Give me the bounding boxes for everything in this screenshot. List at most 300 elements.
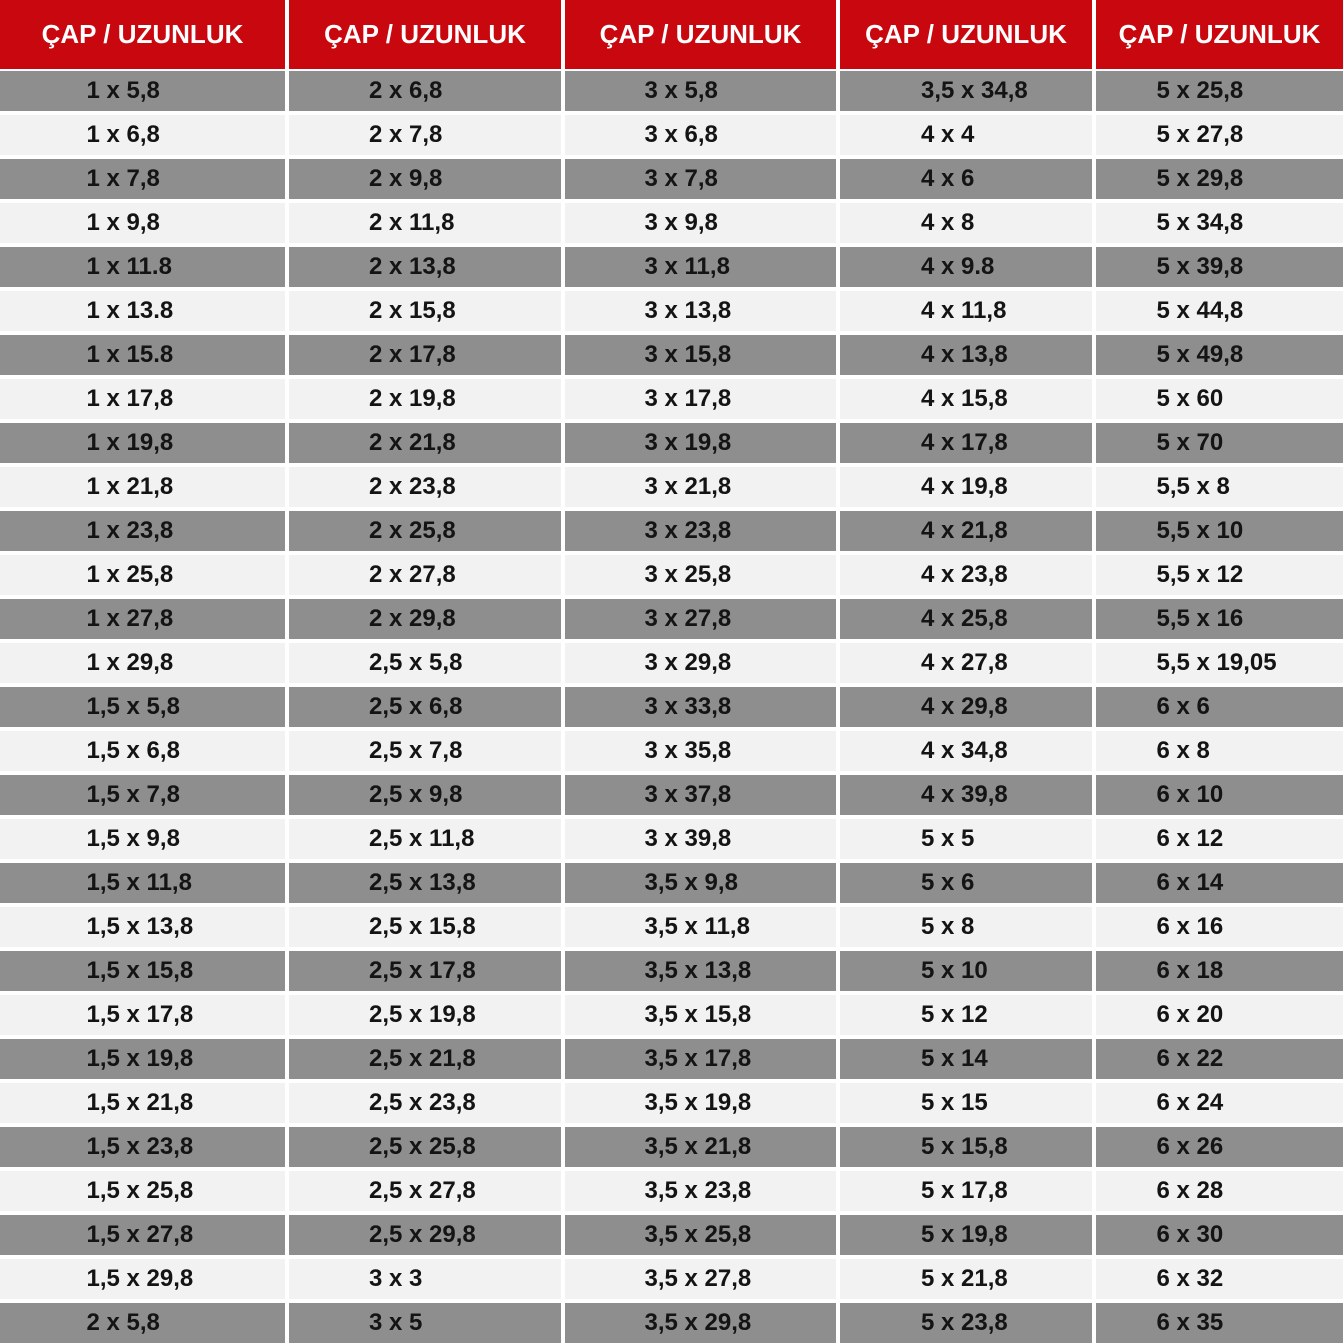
- size-cell: [840, 1259, 1096, 1303]
- size-cell: [289, 291, 565, 335]
- size-value: 2,5 x 21,8: [369, 1045, 476, 1072]
- size-value: 5 x 5: [921, 825, 975, 852]
- size-value: 4 x 8: [921, 209, 975, 236]
- size-cell: [840, 555, 1096, 599]
- size-value: 1,5 x 9,8: [86, 825, 180, 852]
- table-row: [0, 995, 1343, 1039]
- table-row: [0, 423, 1343, 467]
- size-value: 3,5 x 15,8: [644, 1001, 752, 1028]
- size-cell: [1096, 1259, 1343, 1303]
- size-cell: [0, 511, 289, 555]
- size-value: 3 x 3: [369, 1265, 423, 1292]
- size-value: 1,5 x 7,8: [86, 781, 180, 808]
- size-value: 3,5 x 34,8: [921, 77, 1028, 104]
- table-row: [0, 819, 1343, 863]
- table-row: [0, 203, 1343, 247]
- size-cell: [1096, 203, 1343, 247]
- table-row: [0, 907, 1343, 951]
- size-value: 3 x 13,8: [644, 297, 732, 324]
- table-body: [0, 71, 1343, 1343]
- size-cell: [289, 71, 565, 115]
- size-cell: [289, 1083, 565, 1127]
- column-header: ÇAP / UZUNLUK: [565, 0, 840, 71]
- size-cell: [565, 775, 840, 819]
- size-value: 3,5 x 29,8: [644, 1309, 752, 1336]
- size-cell: [0, 115, 289, 159]
- size-value: 2,5 x 5,8: [369, 649, 463, 676]
- size-cell: [289, 775, 565, 819]
- table-row: [0, 775, 1343, 819]
- size-cell: [0, 731, 289, 775]
- size-value: 6 x 18: [1156, 957, 1224, 984]
- table-row: [0, 1039, 1343, 1083]
- size-value: 1,5 x 6,8: [86, 737, 180, 764]
- size-cell: [840, 291, 1096, 335]
- size-value: 5 x 49,8: [1156, 341, 1244, 368]
- size-value: 6 x 6: [1156, 693, 1210, 720]
- size-value: 5 x 23,8: [921, 1309, 1008, 1336]
- size-cell: [840, 951, 1096, 995]
- size-cell: [1096, 1303, 1343, 1343]
- size-cell: [0, 159, 289, 203]
- size-cell: [565, 1083, 840, 1127]
- size-value: 5,5 x 10: [1156, 517, 1244, 544]
- size-value: 2 x 23,8: [369, 473, 456, 500]
- size-value: 1 x 27,8: [86, 605, 174, 632]
- size-cell: [1096, 775, 1343, 819]
- size-cell: [840, 423, 1096, 467]
- size-value: 1,5 x 15,8: [86, 957, 194, 984]
- size-value: 6 x 24: [1156, 1089, 1224, 1116]
- size-cell: [289, 819, 565, 863]
- size-cell: [565, 511, 840, 555]
- size-value: 6 x 22: [1156, 1045, 1224, 1072]
- size-value: 1 x 6,8: [86, 121, 160, 148]
- size-cell: [1096, 687, 1343, 731]
- size-value: 2 x 7,8: [369, 121, 443, 148]
- size-cell: [840, 1083, 1096, 1127]
- size-cell: [840, 599, 1096, 643]
- size-value: 1 x 25,8: [86, 561, 174, 588]
- size-value: 2 x 25,8: [369, 517, 456, 544]
- size-cell: [0, 1171, 289, 1215]
- size-value: 1,5 x 21,8: [86, 1089, 194, 1116]
- column-header: ÇAP / UZUNLUK: [289, 0, 565, 71]
- size-value: 4 x 11,8: [921, 297, 1007, 324]
- size-cell: [565, 1039, 840, 1083]
- size-value: 2,5 x 11,8: [369, 825, 475, 852]
- table-row: [0, 159, 1343, 203]
- size-value: 4 x 27,8: [921, 649, 1008, 676]
- size-cell: [0, 1127, 289, 1171]
- size-value: 3,5 x 27,8: [644, 1265, 752, 1292]
- size-value: 4 x 6: [921, 165, 975, 192]
- size-cell: [0, 467, 289, 511]
- size-cell: [565, 951, 840, 995]
- size-value: 3 x 5,8: [644, 77, 718, 104]
- size-value: 2,5 x 29,8: [369, 1221, 476, 1248]
- size-value: 6 x 12: [1156, 825, 1224, 852]
- size-value: 6 x 10: [1156, 781, 1224, 808]
- size-value: 5,5 x 8: [1156, 473, 1230, 500]
- size-value: 1 x 7,8: [86, 165, 160, 192]
- size-cell: [0, 203, 289, 247]
- size-cell: [840, 1215, 1096, 1259]
- size-cell: [565, 599, 840, 643]
- size-cell: [1096, 159, 1343, 203]
- size-value: 1 x 19,8: [86, 429, 174, 456]
- size-cell: [840, 203, 1096, 247]
- size-value: 1 x 9,8: [86, 209, 160, 236]
- size-cell: [289, 1259, 565, 1303]
- size-value: 1 x 29,8: [86, 649, 174, 676]
- size-value: 3,5 x 11,8: [644, 913, 750, 940]
- size-cell: [565, 819, 840, 863]
- size-cell: [840, 775, 1096, 819]
- size-cell: [0, 1039, 289, 1083]
- size-value: 2,5 x 15,8: [369, 913, 476, 940]
- size-value: 3 x 7,8: [644, 165, 718, 192]
- size-cell: [565, 335, 840, 379]
- size-cell: [1096, 423, 1343, 467]
- size-value: 2 x 17,8: [369, 341, 456, 368]
- table-row: [0, 71, 1343, 115]
- size-value: 3 x 6,8: [644, 121, 718, 148]
- size-cell: [1096, 115, 1343, 159]
- size-value: 3,5 x 21,8: [644, 1133, 752, 1160]
- size-cell: [565, 247, 840, 291]
- size-value: 1,5 x 29,8: [86, 1265, 194, 1292]
- size-value: 5 x 25,8: [1156, 77, 1244, 104]
- size-cell: [289, 599, 565, 643]
- table-row: [0, 731, 1343, 775]
- size-value: 2 x 15,8: [369, 297, 456, 324]
- size-value: 2 x 19,8: [369, 385, 456, 412]
- size-cell: [1096, 1171, 1343, 1215]
- size-cell: [565, 1171, 840, 1215]
- size-cell: [289, 1215, 565, 1259]
- size-value: 4 x 17,8: [921, 429, 1008, 456]
- size-value: 3,5 x 17,8: [644, 1045, 752, 1072]
- size-value: 5 x 70: [1156, 429, 1224, 456]
- table-row: [0, 1171, 1343, 1215]
- size-value: 5 x 34,8: [1156, 209, 1244, 236]
- size-value: 1,5 x 11,8: [86, 869, 192, 896]
- size-value: 1,5 x 27,8: [86, 1221, 194, 1248]
- size-cell: [0, 1303, 289, 1343]
- size-cell: [289, 159, 565, 203]
- size-value: 1 x 15.8: [86, 341, 174, 368]
- size-value: 3,5 x 23,8: [644, 1177, 752, 1204]
- size-value: 3 x 35,8: [644, 737, 732, 764]
- size-cell: [289, 379, 565, 423]
- size-cell: [1096, 819, 1343, 863]
- size-cell: [289, 951, 565, 995]
- size-cell: [1096, 863, 1343, 907]
- size-value: 6 x 30: [1156, 1221, 1224, 1248]
- size-value: 5 x 10: [921, 957, 988, 984]
- size-value: 3 x 11,8: [644, 253, 730, 280]
- size-value: 5 x 21,8: [921, 1265, 1008, 1292]
- size-value: 2,5 x 7,8: [369, 737, 463, 764]
- size-cell: [289, 1127, 565, 1171]
- size-cell: [1096, 71, 1343, 115]
- size-value: 1,5 x 17,8: [86, 1001, 194, 1028]
- table-row: [0, 643, 1343, 687]
- table-row: [0, 511, 1343, 555]
- size-cell: [0, 863, 289, 907]
- size-value: 5 x 39,8: [1156, 253, 1244, 280]
- table-row: [0, 687, 1343, 731]
- size-value: 2 x 11,8: [369, 209, 455, 236]
- size-value: 1,5 x 25,8: [86, 1177, 194, 1204]
- size-cell: [840, 467, 1096, 511]
- size-value: 6 x 26: [1156, 1133, 1224, 1160]
- size-cell: [289, 863, 565, 907]
- size-value: 4 x 15,8: [921, 385, 1008, 412]
- table-row: [0, 379, 1343, 423]
- size-value: 3 x 21,8: [644, 473, 732, 500]
- size-cell: [840, 247, 1096, 291]
- size-value: 4 x 39,8: [921, 781, 1008, 808]
- size-value: 6 x 20: [1156, 1001, 1224, 1028]
- size-cell: [0, 819, 289, 863]
- size-cell: [840, 687, 1096, 731]
- size-cell: [840, 863, 1096, 907]
- size-cell: [565, 159, 840, 203]
- size-value: 2,5 x 9,8: [369, 781, 463, 808]
- size-value: 5 x 15: [921, 1089, 988, 1116]
- table-row: [0, 335, 1343, 379]
- table-row: [0, 1083, 1343, 1127]
- size-cell: [1096, 995, 1343, 1039]
- size-cell: [840, 907, 1096, 951]
- size-value: 3,5 x 9,8: [644, 869, 738, 896]
- size-value: 6 x 35: [1156, 1309, 1224, 1336]
- size-value: 5 x 60: [1156, 385, 1224, 412]
- size-cell: [840, 115, 1096, 159]
- size-cell: [840, 1171, 1096, 1215]
- size-cell: [289, 335, 565, 379]
- size-cell: [289, 1303, 565, 1343]
- size-value: 5 x 44,8: [1156, 297, 1244, 324]
- size-cell: [840, 731, 1096, 775]
- size-cell: [289, 643, 565, 687]
- size-cell: [840, 819, 1096, 863]
- size-value: 3 x 33,8: [644, 693, 732, 720]
- size-cell: [565, 863, 840, 907]
- size-value: 4 x 21,8: [921, 517, 1008, 544]
- size-cell: [289, 511, 565, 555]
- size-value: 1,5 x 5,8: [86, 693, 180, 720]
- size-value: 3 x 19,8: [644, 429, 732, 456]
- size-cell: [565, 203, 840, 247]
- table-row: [0, 555, 1343, 599]
- size-value: 5 x 19,8: [921, 1221, 1008, 1248]
- size-cell: [1096, 1083, 1343, 1127]
- size-cell: [0, 71, 289, 115]
- size-cell: [289, 1171, 565, 1215]
- size-value: 3 x 37,8: [644, 781, 732, 808]
- size-cell: [0, 423, 289, 467]
- column-header: ÇAP / UZUNLUK: [840, 0, 1096, 71]
- size-cell: [0, 643, 289, 687]
- size-cell: [840, 511, 1096, 555]
- size-cell: [840, 1039, 1096, 1083]
- size-cell: [1096, 1215, 1343, 1259]
- size-value: 5,5 x 19,05: [1156, 649, 1277, 676]
- size-value: 1 x 21,8: [86, 473, 174, 500]
- size-value: 2 x 27,8: [369, 561, 456, 588]
- size-cell: [0, 1215, 289, 1259]
- size-cell: [1096, 511, 1343, 555]
- size-cell: [1096, 599, 1343, 643]
- size-cell: [565, 467, 840, 511]
- size-cell: [0, 247, 289, 291]
- size-cell: [840, 643, 1096, 687]
- size-cell: [1096, 731, 1343, 775]
- size-cell: [840, 995, 1096, 1039]
- size-value: 3 x 29,8: [644, 649, 732, 676]
- size-cell: [565, 555, 840, 599]
- size-value: 5 x 6: [921, 869, 975, 896]
- size-value: 3,5 x 25,8: [644, 1221, 752, 1248]
- size-value: 2 x 29,8: [369, 605, 456, 632]
- table-row: [0, 1303, 1343, 1343]
- size-cell: [840, 1303, 1096, 1343]
- size-cell: [289, 1039, 565, 1083]
- table-row: [0, 467, 1343, 511]
- size-cell: [840, 335, 1096, 379]
- size-cell: [840, 1127, 1096, 1171]
- table-row: [0, 951, 1343, 995]
- size-value: 2 x 21,8: [369, 429, 456, 456]
- size-cell: [565, 115, 840, 159]
- size-value: 1 x 5,8: [86, 77, 160, 104]
- size-cell: [0, 907, 289, 951]
- size-value: 1,5 x 23,8: [86, 1133, 194, 1160]
- table-row: [0, 247, 1343, 291]
- size-value: 1 x 23,8: [86, 517, 174, 544]
- size-cell: [1096, 335, 1343, 379]
- size-value: 2 x 9,8: [369, 165, 443, 192]
- size-value: 6 x 14: [1156, 869, 1224, 896]
- size-value: 5 x 14: [921, 1045, 988, 1072]
- table-row: [0, 1127, 1343, 1171]
- size-cell: [1096, 643, 1343, 687]
- size-cell: [565, 379, 840, 423]
- size-cell: [1096, 1127, 1343, 1171]
- size-value: 4 x 13,8: [921, 341, 1008, 368]
- size-cell: [0, 775, 289, 819]
- size-cell: [565, 71, 840, 115]
- size-cell: [565, 731, 840, 775]
- table-row: [0, 291, 1343, 335]
- size-cell: [289, 203, 565, 247]
- size-value: 1,5 x 19,8: [86, 1045, 194, 1072]
- table-row: [0, 599, 1343, 643]
- size-cell: [289, 687, 565, 731]
- size-cell: [1096, 1039, 1343, 1083]
- size-cell: [840, 71, 1096, 115]
- size-value: 1 x 11.8: [86, 253, 172, 280]
- table-row: [0, 115, 1343, 159]
- size-value: 5,5 x 12: [1156, 561, 1244, 588]
- size-value: 4 x 9.8: [921, 253, 995, 280]
- size-value: 2 x 13,8: [369, 253, 456, 280]
- size-cell: [289, 247, 565, 291]
- column-header: ÇAP / UZUNLUK: [0, 0, 289, 71]
- size-cell: [289, 555, 565, 599]
- size-cell: [0, 951, 289, 995]
- size-value: 4 x 25,8: [921, 605, 1008, 632]
- size-value: 3 x 23,8: [644, 517, 732, 544]
- size-cell: [0, 995, 289, 1039]
- size-value: 6 x 28: [1156, 1177, 1224, 1204]
- size-cell: [840, 379, 1096, 423]
- size-cell: [565, 995, 840, 1039]
- size-cell: [565, 687, 840, 731]
- table-row: [0, 1215, 1343, 1259]
- size-value: 1,5 x 13,8: [86, 913, 194, 940]
- size-cell: [289, 907, 565, 951]
- size-value: 3 x 39,8: [644, 825, 732, 852]
- size-cell: [565, 1303, 840, 1343]
- size-value: 2,5 x 23,8: [369, 1089, 476, 1116]
- size-value: 6 x 8: [1156, 737, 1210, 764]
- size-cell: [1096, 951, 1343, 995]
- size-cell: [565, 1215, 840, 1259]
- header-row: [0, 0, 1343, 71]
- size-cell: [289, 115, 565, 159]
- column-header: ÇAP / UZUNLUK: [1096, 0, 1343, 71]
- size-value: 1 x 13.8: [86, 297, 174, 324]
- size-value: 5 x 17,8: [921, 1177, 1008, 1204]
- size-cell: [289, 731, 565, 775]
- size-cell: [565, 291, 840, 335]
- size-value: 5 x 15,8: [921, 1133, 1008, 1160]
- table-row: [0, 863, 1343, 907]
- size-value: 4 x 4: [921, 121, 975, 148]
- size-cell: [840, 159, 1096, 203]
- size-value: 4 x 29,8: [921, 693, 1008, 720]
- size-cell: [1096, 467, 1343, 511]
- size-cell: [1096, 247, 1343, 291]
- size-value: 4 x 19,8: [921, 473, 1008, 500]
- size-value: 3 x 5: [369, 1309, 423, 1336]
- size-value: 6 x 16: [1156, 913, 1224, 940]
- size-value: 4 x 34,8: [921, 737, 1008, 764]
- size-cell: [0, 1083, 289, 1127]
- size-cell: [565, 907, 840, 951]
- size-cell: [0, 335, 289, 379]
- size-cell: [289, 423, 565, 467]
- size-value: 3 x 15,8: [644, 341, 732, 368]
- size-cell: [289, 995, 565, 1039]
- size-value: 2 x 6,8: [369, 77, 443, 104]
- size-cell: [0, 291, 289, 335]
- size-value: 1 x 17,8: [86, 385, 174, 412]
- size-value: 2 x 5,8: [86, 1309, 160, 1336]
- table-row: [0, 1259, 1343, 1303]
- size-cell: [565, 1259, 840, 1303]
- size-value: 5 x 8: [921, 913, 975, 940]
- size-value: 4 x 23,8: [921, 561, 1008, 588]
- size-cell: [1096, 907, 1343, 951]
- size-cell: [1096, 291, 1343, 335]
- size-cell: [0, 599, 289, 643]
- size-value: 5,5 x 16: [1156, 605, 1244, 632]
